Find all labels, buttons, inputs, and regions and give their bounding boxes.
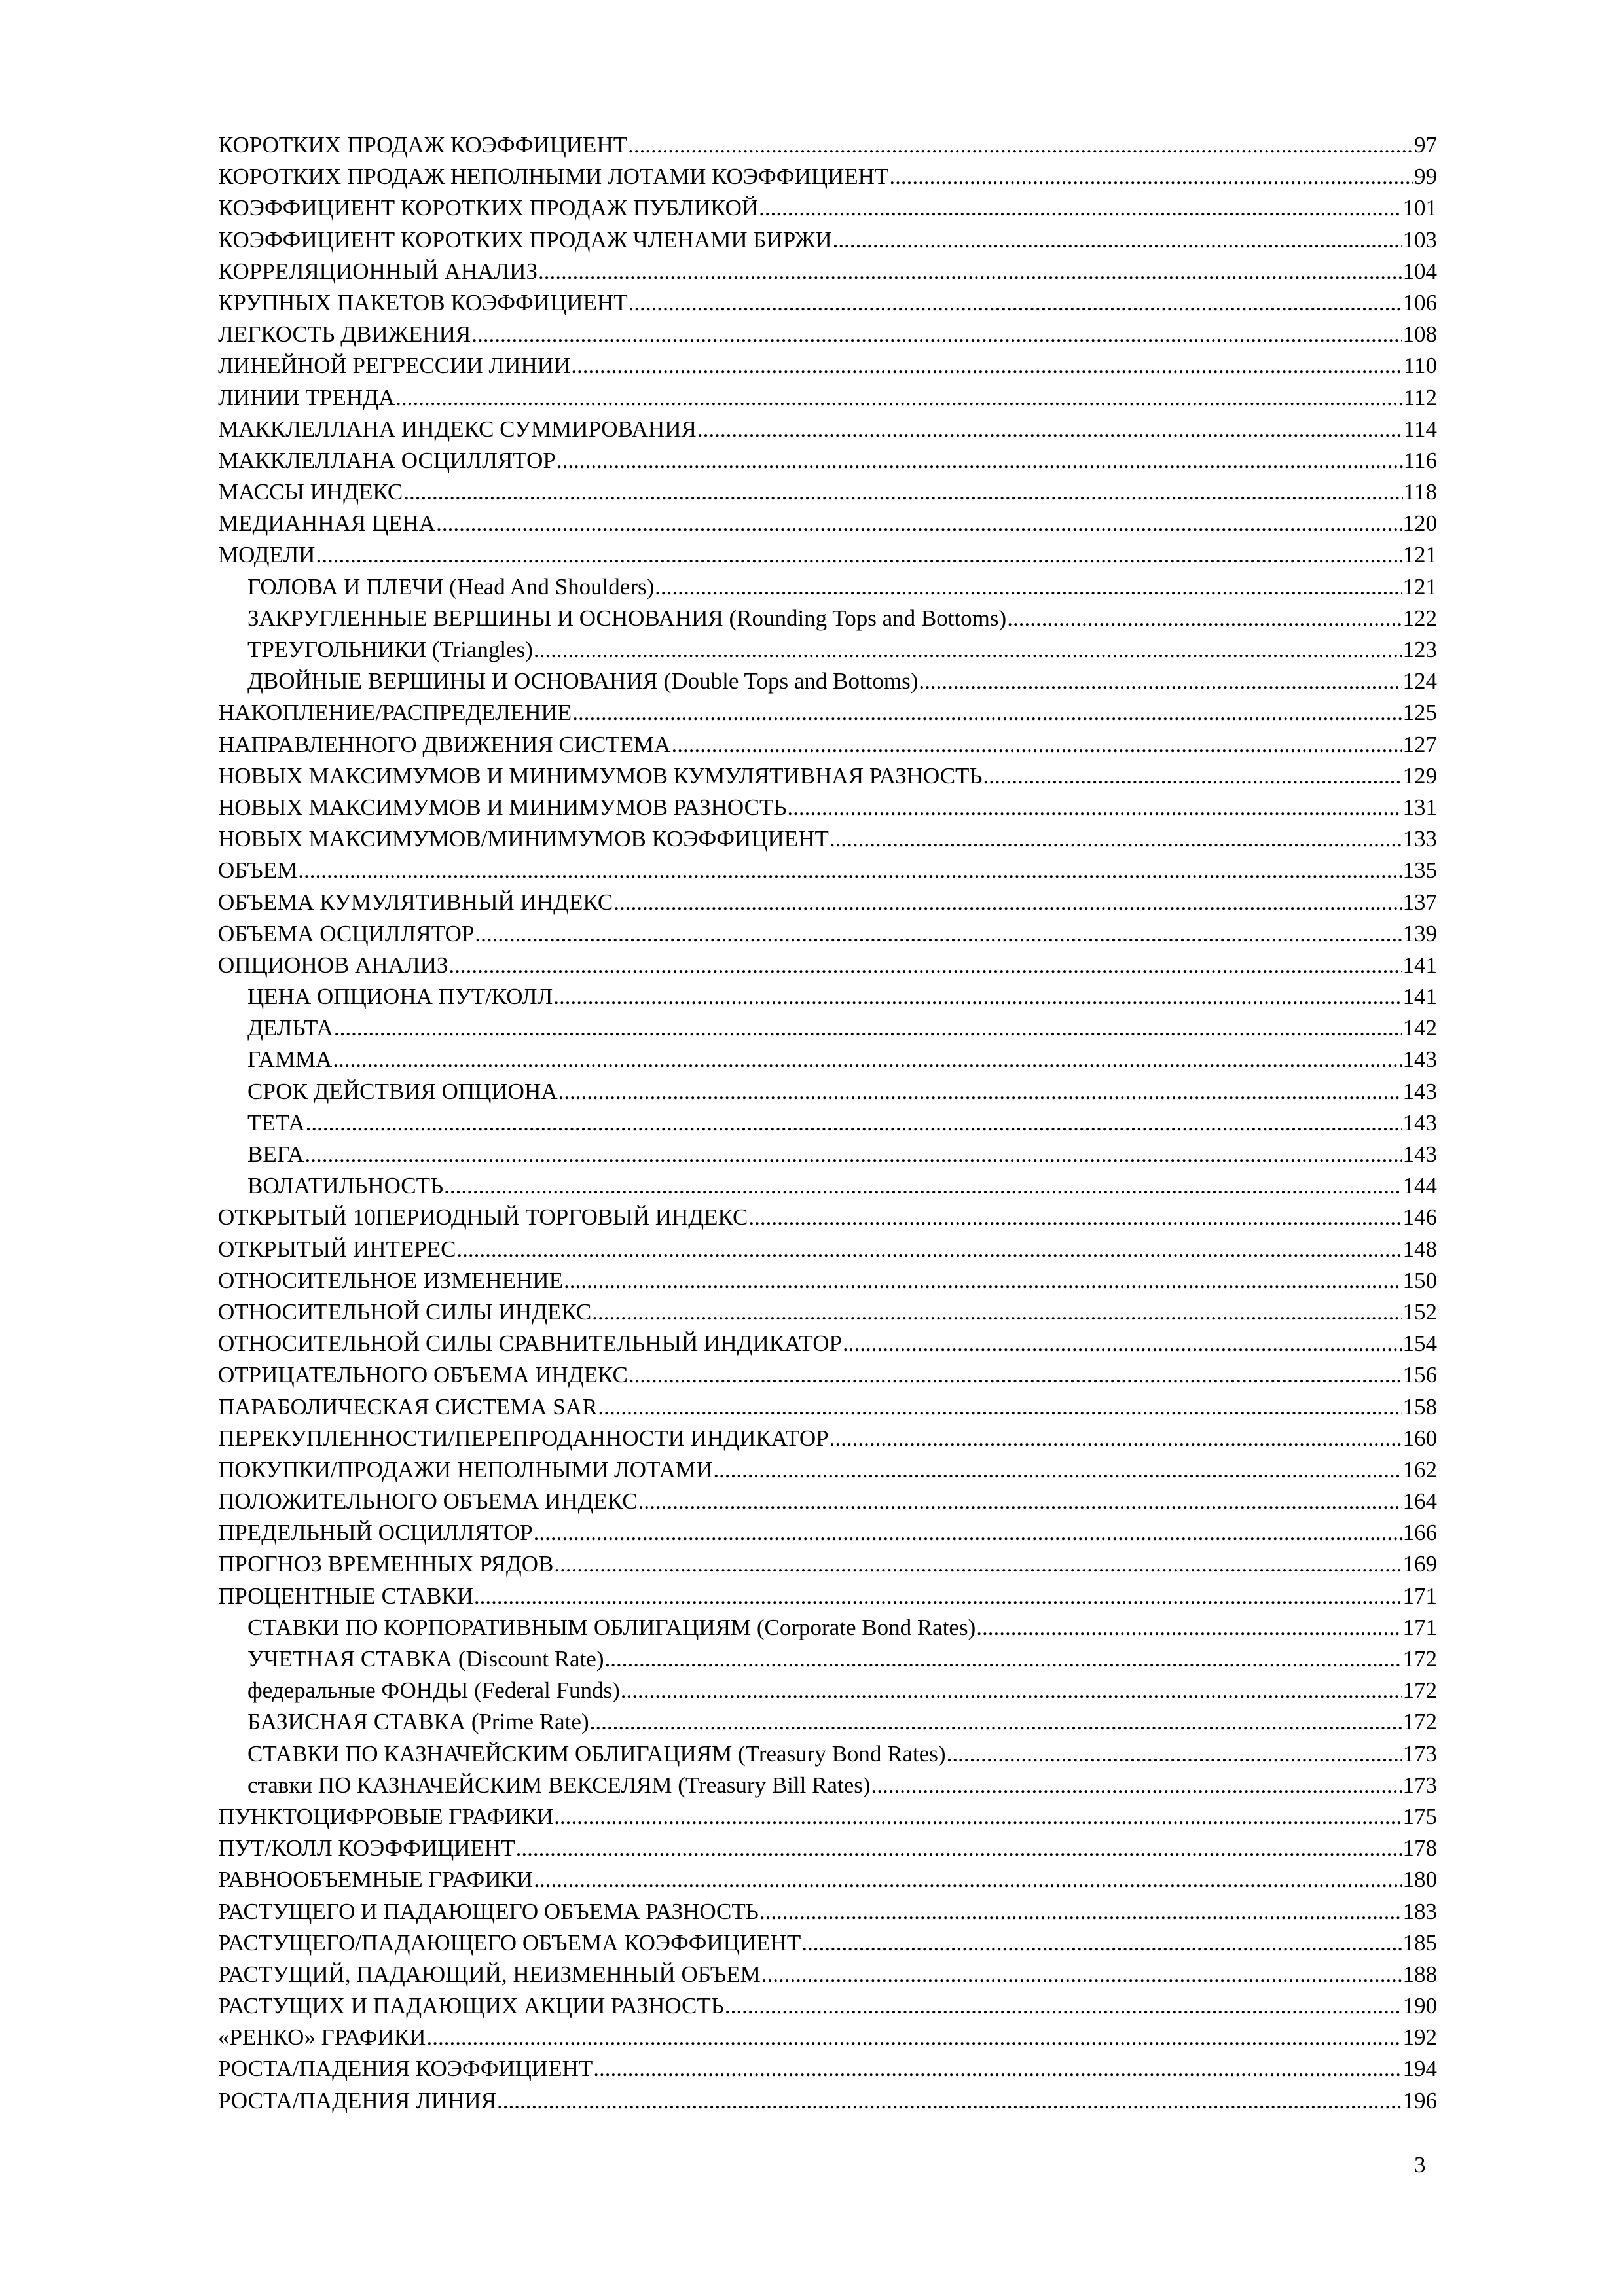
toc-dot-leader — [671, 729, 1402, 761]
toc-entry-page: 166 — [1402, 1520, 1437, 1546]
toc-subentry[interactable] — [218, 1170, 1437, 1202]
toc-entry[interactable] — [218, 1454, 1437, 1486]
toc-dot-leader — [759, 1896, 1402, 1928]
toc-entry-title: МЕДИАННАЯ ЦЕНА — [218, 511, 436, 537]
toc-entry-page: 143 — [1402, 1141, 1437, 1167]
toc-dot-leader — [621, 1675, 1402, 1706]
toc-entry-page: 152 — [1402, 1299, 1437, 1325]
toc-dot-leader — [833, 224, 1402, 256]
table-of-contents — [218, 130, 1437, 2117]
toc-entry-page: 114 — [1403, 416, 1437, 442]
toc-entry[interactable] — [218, 1959, 1437, 1990]
toc-entry[interactable] — [218, 1265, 1437, 1297]
toc-entry-title: МОДЕЛИ — [218, 542, 316, 568]
toc-entry-page: 154 — [1402, 1331, 1437, 1357]
toc-entry-page: 148 — [1402, 1236, 1437, 1262]
toc-entry-page: 116 — [1403, 447, 1437, 473]
toc-dot-leader — [298, 855, 1402, 886]
toc-entry-title: ПОКУПКИ/ПРОДАЖИ НЕПОЛНЫМИ ЛОТАМИ — [218, 1456, 713, 1482]
toc-entry[interactable] — [218, 918, 1437, 950]
toc-subentry[interactable] — [218, 634, 1437, 666]
toc-entry-page: 106 — [1402, 289, 1437, 315]
toc-entry-title: НАПРАВЛЕННОГО ДВИЖЕНИЯ СИСТЕМА — [218, 731, 671, 757]
toc-entry-title: КОРОТКИХ ПРОДАЖ КОЭФФИЦИЕНТ — [218, 132, 628, 158]
toc-entry-page: 99 — [1414, 164, 1437, 190]
toc-dot-leader — [604, 1643, 1402, 1675]
toc-entry[interactable] — [218, 319, 1437, 350]
toc-entry-title: СТАВКИ ПО КОРПОРАТИВНЫМ ОБЛИГАЦИЯМ (Corporate Bond Rates) — [247, 1614, 976, 1640]
toc-dot-leader — [983, 761, 1402, 792]
toc-entry-title: ПОЛОЖИТЕЛЬНОГО ОБЪЕМА ИНДЕКС — [218, 1488, 638, 1515]
toc-entry[interactable] — [218, 445, 1437, 476]
toc-subentry[interactable] — [218, 1013, 1437, 1044]
toc-entry-page: 127 — [1402, 731, 1437, 757]
toc-dot-leader — [554, 1549, 1402, 1580]
toc-entry-page: 97 — [1414, 132, 1437, 158]
toc-entry-page: 192 — [1402, 2024, 1437, 2051]
toc-entry[interactable] — [218, 476, 1437, 508]
toc-entry-title: РОСТА/ПАДЕНИЯ ЛИНИЯ — [218, 2087, 496, 2113]
toc-entry-page: 196 — [1402, 2087, 1437, 2113]
toc-entry-page: 190 — [1402, 1993, 1437, 2019]
toc-entry-page: 121 — [1402, 573, 1437, 600]
toc-entry[interactable] — [218, 224, 1437, 256]
toc-entry-title: РАСТУЩИХ И ПАДАЮЩИХ АКЦИИ РАЗНОСТЬ — [218, 1993, 724, 2019]
toc-entry-title: УЧЕТНАЯ СТАВКА (Discount Rate) — [247, 1646, 604, 1672]
toc-subentry[interactable] — [218, 1706, 1437, 1738]
toc-dot-leader — [516, 1833, 1402, 1864]
toc-dot-leader — [598, 1391, 1402, 1423]
toc-entry-title: РАСТУЩИЙ, ПАДАЮЩИЙ, НЕИЗМЕННЫЙ ОБЪЕМ — [218, 1961, 761, 1987]
toc-subentry[interactable] — [218, 1770, 1437, 1801]
toc-entry-title: ПУТ/КОЛЛ КОЭФФИЦИЕНТ — [218, 1835, 515, 1861]
toc-entry-title: ОБЪЕМ — [218, 857, 298, 884]
toc-dot-leader — [471, 319, 1402, 350]
toc-entry-page: 125 — [1402, 700, 1437, 726]
toc-entry-page: 169 — [1402, 1551, 1437, 1577]
toc-dot-leader — [655, 571, 1402, 603]
toc-entry[interactable] — [218, 823, 1437, 855]
toc-entry-page: 142 — [1402, 1015, 1437, 1041]
toc-entry-title: ЛЕГКОСТЬ ДВИЖЕНИЯ — [218, 321, 471, 348]
toc-subentry[interactable] — [218, 1738, 1437, 1770]
toc-entry-title: ПЕРЕКУПЛЕННОСТИ/ПЕРЕПРОДАННОСТИ ИНДИКАТОР — [218, 1425, 829, 1451]
toc-subentry[interactable] — [218, 1643, 1437, 1675]
toc-entry-page: 124 — [1402, 668, 1437, 694]
toc-dot-leader — [403, 476, 1403, 508]
toc-entry-page: 172 — [1402, 1646, 1437, 1672]
toc-entry[interactable] — [218, 350, 1437, 382]
toc-dot-leader — [564, 1265, 1402, 1297]
toc-subentry[interactable] — [218, 1612, 1437, 1643]
toc-entry[interactable] — [218, 161, 1437, 192]
toc-entry-title: НАКОПЛЕНИЕ/РАСПРЕДЕЛЕНИЕ — [218, 700, 572, 726]
toc-entry-title: КОРОТКИХ ПРОДАЖ НЕПОЛНЫМИ ЛОТАМИ КОЭФФИЦИЕНТ — [218, 164, 889, 190]
toc-entry-page: 143 — [1402, 1109, 1437, 1136]
toc-entry-title: ГОЛОВА И ПЛЕЧИ (Head And Shoulders) — [247, 573, 655, 600]
toc-entry-page: 183 — [1402, 1898, 1437, 1924]
toc-dot-leader — [787, 792, 1402, 823]
toc-subentry[interactable] — [218, 1139, 1437, 1170]
toc-entry[interactable] — [218, 1549, 1437, 1580]
toc-dot-leader — [306, 1107, 1402, 1139]
toc-entry-title: ОТНОСИТЕЛЬНОЙ СИЛЫ СРАВНИТЕЛЬНЫЙ ИНДИКАТОР — [218, 1331, 842, 1357]
toc-entry[interactable] — [218, 761, 1437, 792]
toc-entry-page: 129 — [1402, 762, 1437, 789]
toc-dot-leader — [553, 981, 1402, 1013]
toc-entry-page: 121 — [1402, 542, 1437, 568]
toc-entry-page: 178 — [1402, 1835, 1437, 1861]
toc-entry-title: ОТРИЦАТЕЛЬНОГО ОБЪЕМА ИНДЕКС — [218, 1362, 628, 1388]
toc-entry-page: 171 — [1402, 1614, 1437, 1640]
toc-entry[interactable] — [218, 1581, 1437, 1612]
toc-entry-title: ДЕЛЬТА — [247, 1015, 333, 1041]
toc-entry-page: 143 — [1402, 1047, 1437, 1073]
toc-dot-leader — [572, 697, 1402, 728]
toc-entry-page: 141 — [1402, 984, 1437, 1010]
toc-entry[interactable] — [218, 414, 1437, 445]
toc-subentry[interactable] — [218, 1675, 1437, 1706]
toc-subentry[interactable] — [218, 1076, 1437, 1107]
toc-entry[interactable] — [218, 508, 1437, 539]
toc-subentry[interactable] — [218, 981, 1437, 1013]
toc-entry-title: РАСТУЩЕГО И ПАДАЮЩЕГО ОБЪЕМА РАЗНОСТЬ — [218, 1898, 759, 1924]
toc-dot-leader — [395, 382, 1403, 414]
toc-entry[interactable] — [218, 1896, 1437, 1928]
toc-entry-title: КОЭФФИЦИЕНТ КОРОТКИХ ПРОДАЖ ПУБЛИКОЙ — [218, 195, 759, 221]
toc-entry-title: НОВЫХ МАКСИМУМОВ И МИНИМУМОВ КУМУЛЯТИВНАЯ РАЗНОСТЬ — [218, 762, 983, 789]
toc-dot-leader — [426, 2022, 1402, 2053]
toc-entry-page: 139 — [1402, 920, 1437, 946]
toc-entry-title: КОРРЕЛЯЦИОННЫЙ АНАЛИЗ — [218, 258, 538, 284]
toc-entry-page: 101 — [1402, 195, 1437, 221]
toc-entry-title: ТРЕУГОЛЬНИКИ (Triangles) — [247, 637, 533, 662]
toc-entry-page: 180 — [1402, 1867, 1437, 1893]
toc-dot-leader — [448, 950, 1402, 981]
toc-entry[interactable] — [218, 1990, 1437, 2022]
toc-dot-leader — [593, 2053, 1402, 2085]
toc-entry-title: ДВОЙНЫЕ ВЕРШИНЫ И ОСНОВАНИЯ (Double Tops and Bottoms) — [247, 668, 919, 694]
toc-entry-title: МАССЫ ИНДЕКС — [218, 479, 403, 505]
toc-entry-title: ЦЕНА ОПЦИОНА ПУТ/КОЛЛ — [247, 984, 553, 1010]
toc-entry-page: 175 — [1402, 1803, 1437, 1829]
toc-dot-leader — [761, 1959, 1402, 1990]
toc-entry-title: ПРОЦЕНТНЫЕ СТАВКИ — [218, 1583, 473, 1609]
toc-entry-page: 118 — [1403, 479, 1437, 505]
toc-entry-page: 146 — [1402, 1204, 1437, 1230]
toc-dot-leader — [843, 1328, 1402, 1359]
page-number: 3 — [1414, 2152, 1426, 2178]
toc-dot-leader — [1007, 603, 1402, 634]
toc-entry-title: МАККЛЕЛЛАНА ОСЦИЛЛЯТОР — [218, 447, 556, 473]
toc-dot-leader — [748, 1202, 1402, 1233]
toc-dot-leader — [713, 1454, 1402, 1486]
toc-entry[interactable] — [218, 792, 1437, 823]
toc-entry-title: ОБЪЕМА ОСЦИЛЛЯТОР — [218, 920, 475, 946]
toc-dot-leader — [629, 287, 1402, 319]
toc-entry-title: НОВЫХ МАКСИМУМОВ И МИНИМУМОВ РАЗНОСТЬ — [218, 794, 787, 820]
toc-dot-leader — [436, 508, 1402, 539]
toc-dot-leader — [592, 1297, 1402, 1328]
toc-entry[interactable] — [218, 2053, 1437, 2085]
toc-entry[interactable] — [218, 950, 1437, 981]
toc-entry-title: ОБЪЕМА КУМУЛЯТИВНЫЙ ИНДЕКС — [218, 889, 613, 915]
toc-dot-leader — [538, 256, 1402, 287]
toc-entry-page: 104 — [1402, 258, 1437, 284]
toc-entry-title: РОСТА/ПАДЕНИЯ КОЭФФИЦИЕНТ — [218, 2056, 593, 2082]
toc-entry[interactable] — [218, 287, 1437, 319]
toc-entry-title: ВЕГА — [247, 1141, 304, 1167]
toc-subentry[interactable] — [218, 1107, 1437, 1139]
toc-entry-title: ОТКРЫТЫЙ ИНТЕРЕС — [218, 1236, 456, 1262]
toc-entry[interactable] — [218, 1202, 1437, 1233]
toc-entry-page: 172 — [1402, 1709, 1437, 1735]
toc-entry-page: 160 — [1402, 1425, 1437, 1451]
toc-dot-leader — [947, 1738, 1402, 1770]
toc-entry-title: НОВЫХ МАКСИМУМОВ/МИНИМУМОВ КОЭФФИЦИЕНТ — [218, 826, 829, 852]
toc-dot-leader — [919, 666, 1402, 697]
toc-entry[interactable] — [218, 1486, 1437, 1517]
toc-entry[interactable] — [218, 1423, 1437, 1454]
toc-dot-leader — [534, 1864, 1402, 1895]
toc-entry[interactable] — [218, 256, 1437, 287]
toc-entry[interactable] — [218, 1234, 1437, 1265]
toc-entry-page: 172 — [1402, 1677, 1437, 1704]
toc-entry-page: 185 — [1402, 1929, 1437, 1956]
toc-entry[interactable] — [218, 729, 1437, 761]
toc-entry-page: 108 — [1402, 321, 1437, 348]
toc-entry-page: 137 — [1402, 889, 1437, 915]
toc-entry-page: 122 — [1402, 605, 1437, 631]
toc-entry-page: 158 — [1402, 1393, 1437, 1420]
toc-entry[interactable] — [218, 382, 1437, 414]
toc-dot-leader — [830, 823, 1402, 855]
toc-entry-title: КРУПНЫХ ПАКЕТОВ КОЭФФИЦИЕНТ — [218, 289, 628, 315]
toc-entry[interactable] — [218, 1391, 1437, 1423]
toc-entry-title: ПУНКТОЦИФРОВЫЕ ГРАФИКИ — [218, 1803, 554, 1829]
toc-entry[interactable] — [218, 1517, 1437, 1549]
toc-entry-title: «РЕНКО» ГРАФИКИ — [218, 2024, 426, 2051]
toc-entry-title: ставки ПО КАЗНАЧЕЙСКИМ ВЕКСЕЛЯМ (Treasury Bill Rates) — [247, 1772, 871, 1798]
toc-dot-leader — [334, 1013, 1402, 1044]
toc-entry-title: ЛИНЕЙНОЙ РЕГРЕССИИ ЛИНИИ — [218, 353, 571, 379]
toc-entry-title: ЗАКРУГЛЕННЫЕ ВЕРШИНЫ И ОСНОВАНИЯ (Rounding Tops and Bottoms) — [247, 605, 1007, 631]
toc-entry-page: 164 — [1402, 1488, 1437, 1515]
toc-subentry[interactable] — [218, 571, 1437, 603]
toc-dot-leader — [871, 1770, 1402, 1801]
toc-dot-leader — [475, 918, 1402, 950]
toc-dot-leader — [629, 1359, 1402, 1391]
toc-entry-page: 141 — [1402, 952, 1437, 978]
toc-entry[interactable] — [218, 887, 1437, 918]
toc-entry[interactable] — [218, 1928, 1437, 1959]
toc-entry[interactable] — [218, 1328, 1437, 1359]
toc-entry[interactable] — [218, 1833, 1437, 1864]
toc-entry-page: 194 — [1402, 2056, 1437, 2082]
toc-entry-page: 144 — [1402, 1173, 1437, 1199]
toc-dot-leader — [976, 1612, 1402, 1643]
toc-entry-title: ЛИНИИ ТРЕНДА — [218, 384, 395, 410]
toc-entry-title: ПРЕДЕЛЬНЫЙ ОСЦИЛЛЯТОР — [218, 1520, 533, 1546]
toc-entry-title: СТАВКИ ПО КАЗНАЧЕЙСКИМ ОБЛИГАЦИЯМ (Treasury Bond Rates) — [247, 1740, 946, 1767]
toc-entry-title: СРОК ДЕЙСТВИЯ ОПЦИОНА — [247, 1078, 558, 1104]
toc-dot-leader — [474, 1581, 1402, 1612]
toc-entry-page: 162 — [1402, 1456, 1437, 1482]
toc-entry-title: федеральные ФОНДЫ (Federal Funds) — [247, 1677, 620, 1704]
toc-subentry[interactable] — [218, 1044, 1437, 1075]
toc-entry-title: ОТКРЫТЫЙ 10ПЕРИОДНЫЙ ТОРГОВЫЙ ИНДЕКС — [218, 1204, 748, 1230]
toc-entry-title: КОЭФФИЦИЕНТ КОРОТКИХ ПРОДАЖ ЧЛЕНАМИ БИРЖИ — [218, 226, 832, 253]
toc-subentry[interactable] — [218, 666, 1437, 697]
toc-dot-leader — [697, 414, 1403, 445]
toc-entry-title: ОТНОСИТЕЛЬНОЕ ИЗМЕНЕНИЕ — [218, 1267, 563, 1293]
toc-entry-page: 156 — [1402, 1362, 1437, 1388]
toc-entry-page: 133 — [1402, 826, 1437, 852]
toc-entry[interactable] — [218, 855, 1437, 886]
toc-entry-page: 188 — [1402, 1961, 1437, 1987]
toc-entry[interactable] — [218, 192, 1437, 224]
toc-entry-title: БАЗИСНАЯ СТАВКА (Prime Rate) — [247, 1709, 589, 1735]
toc-entry-page: 173 — [1402, 1772, 1437, 1798]
toc-entry[interactable] — [218, 697, 1437, 728]
toc-entry[interactable] — [218, 1801, 1437, 1833]
toc-dot-leader — [534, 634, 1402, 666]
toc-subentry[interactable] — [218, 603, 1437, 634]
toc-entry-page: 143 — [1402, 1078, 1437, 1104]
toc-dot-leader — [556, 445, 1403, 476]
toc-dot-leader — [554, 1801, 1402, 1833]
toc-dot-leader — [801, 1928, 1402, 1959]
toc-entry-page: 110 — [1403, 353, 1437, 379]
toc-entry[interactable] — [218, 539, 1437, 571]
toc-entry[interactable] — [218, 130, 1437, 161]
toc-dot-leader — [316, 539, 1402, 571]
toc-dot-leader — [638, 1486, 1402, 1517]
toc-dot-leader — [497, 2085, 1402, 2117]
toc-entry-title: ВОЛАТИЛЬНОСТЬ — [247, 1173, 444, 1199]
toc-entry-title: МАККЛЕЛЛАНА ИНДЕКС СУММИРОВАНИЯ — [218, 416, 697, 442]
toc-dot-leader — [571, 350, 1403, 382]
toc-entry[interactable] — [218, 1359, 1437, 1391]
toc-entry-page: 120 — [1402, 511, 1437, 537]
toc-entry-page: 123 — [1402, 637, 1437, 662]
toc-entry-title: ГАММА — [247, 1047, 333, 1073]
toc-dot-leader — [830, 1423, 1402, 1454]
toc-dot-leader — [889, 161, 1413, 192]
toc-entry-page: 131 — [1402, 794, 1437, 820]
toc-dot-leader — [558, 1076, 1402, 1107]
toc-entry-page: 171 — [1402, 1583, 1437, 1609]
toc-dot-leader — [759, 192, 1402, 224]
toc-dot-leader — [444, 1170, 1402, 1202]
toc-dot-leader — [628, 130, 1413, 161]
toc-entry[interactable] — [218, 1864, 1437, 1895]
toc-entry[interactable] — [218, 2085, 1437, 2117]
toc-entry-page: 135 — [1402, 857, 1437, 884]
toc-entry[interactable] — [218, 2022, 1437, 2053]
toc-dot-leader — [534, 1517, 1402, 1549]
toc-entry-title: РАВНООБЪЕМНЫЕ ГРАФИКИ — [218, 1867, 534, 1893]
toc-dot-leader — [613, 887, 1402, 918]
toc-entry-title: РАСТУЩЕГО/ПАДАЮЩЕГО ОБЪЕМА КОЭФФИЦИЕНТ — [218, 1929, 801, 1956]
toc-entry-title: ТЕТА — [247, 1109, 305, 1136]
toc-dot-leader — [333, 1044, 1402, 1075]
toc-entry-page: 173 — [1402, 1740, 1437, 1767]
toc-entry-title: ОПЦИОНОВ АНАЛИЗ — [218, 952, 448, 978]
toc-entry-title: ОТНОСИТЕЛЬНОЙ СИЛЫ ИНДЕКС — [218, 1299, 592, 1325]
toc-entry-page: 103 — [1402, 226, 1437, 253]
toc-dot-leader — [590, 1706, 1402, 1738]
toc-entry[interactable] — [218, 1297, 1437, 1328]
toc-entry-page: 112 — [1403, 384, 1437, 410]
toc-dot-leader — [304, 1139, 1402, 1170]
toc-entry-page: 150 — [1402, 1267, 1437, 1293]
toc-entry-title: ПРОГНОЗ ВРЕМЕННЫХ РЯДОВ — [218, 1551, 554, 1577]
toc-dot-leader — [725, 1990, 1402, 2022]
toc-dot-leader — [456, 1234, 1402, 1265]
toc-entry-title: ПАРАБОЛИЧЕСКАЯ СИСТЕМА SAR — [218, 1393, 598, 1420]
